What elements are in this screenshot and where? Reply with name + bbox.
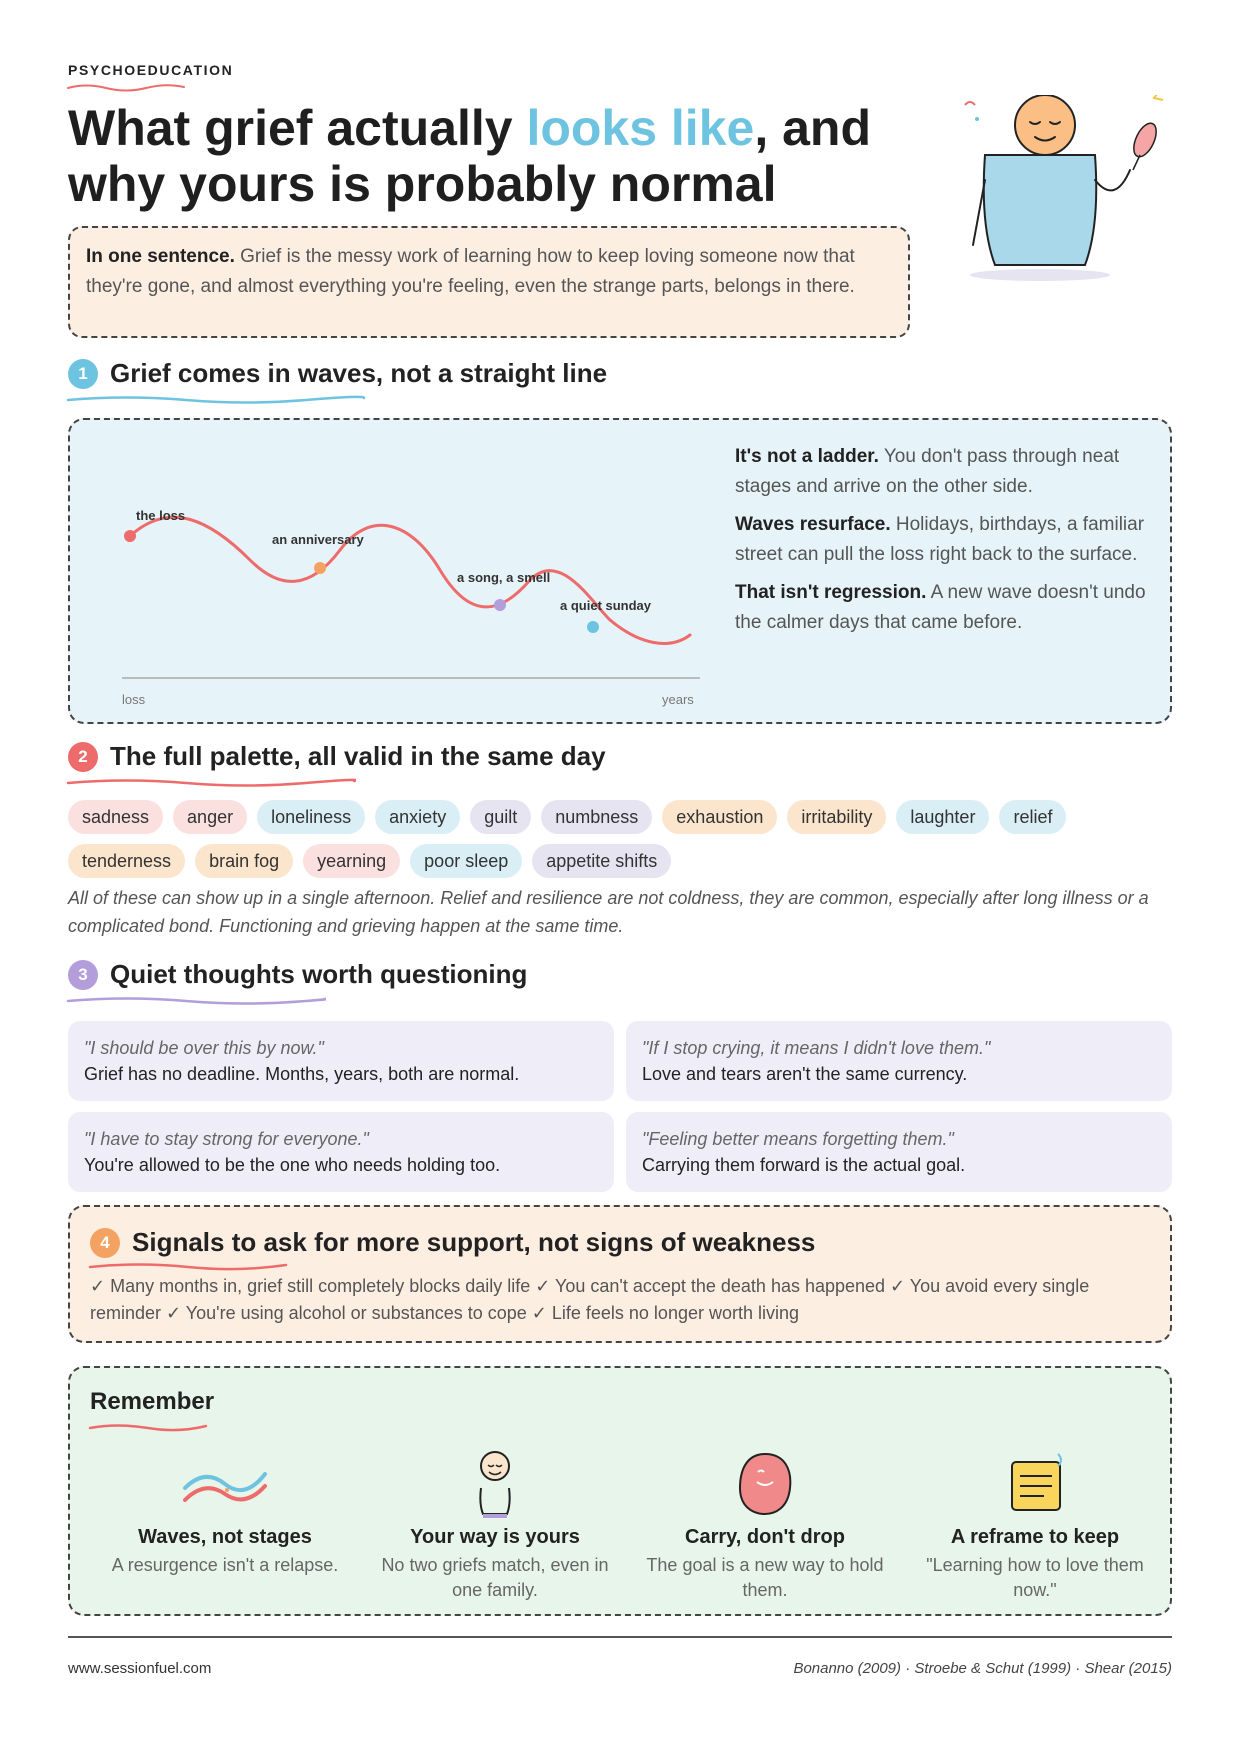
wave-point-sunday xyxy=(587,621,599,633)
remember-subtext: No two griefs match, even in one family. xyxy=(381,1555,609,1600)
person-icon xyxy=(465,1448,525,1520)
wave-axis-end: years xyxy=(662,692,694,707)
section-1-heading xyxy=(68,358,607,389)
kicker: PSYCHOEDUCATION xyxy=(68,62,234,78)
waves-point: That isn't regression. A new wave doesn't undo the calmer days that came before. xyxy=(735,582,1146,633)
section-2-underline xyxy=(66,777,356,787)
wave-label: a quiet sunday xyxy=(560,598,652,613)
remember-underline xyxy=(88,1422,208,1432)
remember-subtext: "Learning how to love them now." xyxy=(926,1555,1144,1600)
remember-heading: Your way is yours xyxy=(410,1526,580,1548)
section-number: 1 xyxy=(68,359,98,389)
emotion-chip: brain fog xyxy=(195,844,293,878)
thought-quote: "I have to stay strong for everyone." xyxy=(84,1129,369,1149)
emotion-chip: laughter xyxy=(896,800,989,834)
grief-wave-chart xyxy=(110,440,710,710)
support-signals-list: ✓ Many months in, grief still completely blocks daily life ✓ You can't accept the death has happened ✓ You avoid every single reminder ✓ You're using alcohol or substances to cope ✓ Life feels no longer worth living xyxy=(90,1276,1090,1323)
one-sentence-text: Grief is the messy work of learning how to keep loving someone now that they're gone, and almost everything you're feeling, even the strange parts, belongs in there. xyxy=(86,246,855,297)
emotion-chip: tenderness xyxy=(68,844,185,878)
emotion-chip: irritability xyxy=(787,800,886,834)
thought-answer: Carrying them forward is the actual goal. xyxy=(642,1155,966,1175)
remember-heading: Carry, don't drop xyxy=(685,1526,845,1548)
section-1-underline xyxy=(66,394,366,404)
emotion-chip: poor sleep xyxy=(410,844,522,878)
emotion-chip: anger xyxy=(173,800,247,834)
emotion-chip: loneliness xyxy=(257,800,365,834)
section-number: 4 xyxy=(90,1228,120,1258)
emotion-chip: guilt xyxy=(470,800,531,834)
thought-quote: "If I stop crying, it means I didn't love them." xyxy=(642,1038,991,1058)
waves-point: It's not a ladder. You don't pass through neat stages and arrive on the other side. xyxy=(735,446,1120,497)
footer-citations: Bonanno (2009) · Stroebe & Schut (1999) · Shear (2015) xyxy=(793,1660,1172,1677)
emotion-chip: sadness xyxy=(68,800,163,834)
remember-title: Remember xyxy=(90,1388,215,1415)
wave-label: the loss xyxy=(136,508,186,523)
section-2-heading xyxy=(68,741,606,772)
section-title: Signals to ask for more support, not signs of weakness xyxy=(132,1227,816,1257)
thought-card xyxy=(626,1112,1172,1192)
section-title: The full palette, all valid in the same day xyxy=(110,741,606,771)
remember-item xyxy=(370,1448,620,1603)
section-4-heading xyxy=(90,1227,815,1258)
emotion-chip: yearning xyxy=(303,844,400,878)
emotion-chip: numbness xyxy=(541,800,652,834)
emotion-chip: exhaustion xyxy=(662,800,777,834)
one-sentence-callout xyxy=(68,226,910,338)
thought-quote: "Feeling better means forgetting them." xyxy=(642,1129,954,1149)
waves-explanation xyxy=(735,442,1155,646)
one-sentence-label: In one sentence. xyxy=(86,246,235,267)
thought-answer: Grief has no deadline. Months, years, both are normal. xyxy=(84,1064,520,1084)
footer-divider xyxy=(68,1636,1172,1638)
wave-label: an anniversary xyxy=(272,532,364,547)
emotion-chip: appetite shifts xyxy=(532,844,671,878)
thought-card xyxy=(68,1112,614,1192)
wave-label: a song, a smell xyxy=(457,570,551,585)
emotion-chips xyxy=(68,800,1178,878)
section-3-underline xyxy=(66,995,326,1005)
remember-subtext: A resurgence isn't a relapse. xyxy=(111,1555,339,1575)
wave-point-song xyxy=(494,599,506,611)
thought-answer: Love and tears aren't the same currency. xyxy=(642,1064,968,1084)
wave-line xyxy=(130,517,690,643)
section-title: Grief comes in waves, not a straight line xyxy=(110,358,608,388)
thought-quote: "I should be over this by now." xyxy=(84,1038,324,1058)
palette-note: All of these can show up in a single afternoon. Relief and resilience are not coldness, they are common, especially after long illness or a complicated bond. Functioning and grieving happen at the same time. xyxy=(68,888,1149,936)
waves-card xyxy=(68,418,1172,724)
wave-point-anniversary xyxy=(314,562,326,574)
section-3-heading xyxy=(68,959,527,990)
remember-heading: Waves, not stages xyxy=(138,1526,312,1548)
kicker-underline xyxy=(66,82,186,92)
section-number: 2 xyxy=(68,742,98,772)
footer-website-link[interactable]: www.sessionfuel.com xyxy=(68,1660,212,1677)
emotion-chip: relief xyxy=(999,800,1066,834)
support-signals-card xyxy=(68,1205,1172,1343)
remember-card xyxy=(68,1366,1172,1616)
hero-illustration xyxy=(955,95,1175,285)
title-accent: looks like xyxy=(526,100,755,156)
waves-point: Waves resurface. Holidays, birthdays, a familiar street can pull the loss right back to the surface. xyxy=(735,514,1145,565)
waves-icon xyxy=(175,1448,275,1520)
section-number: 3 xyxy=(68,960,98,990)
thought-card xyxy=(626,1021,1172,1101)
remember-item xyxy=(910,1448,1160,1603)
note-icon xyxy=(1000,1448,1070,1520)
remember-subtext: The goal is a new way to hold them. xyxy=(646,1555,884,1600)
thought-card xyxy=(68,1021,614,1101)
section-title: Quiet thoughts worth questioning xyxy=(110,959,528,989)
wave-point-loss xyxy=(124,530,136,542)
remember-item xyxy=(640,1448,890,1603)
emotion-chip: anxiety xyxy=(375,800,460,834)
heart-stone-icon xyxy=(730,1448,800,1520)
section-4-underline xyxy=(88,1261,288,1271)
thought-answer: You're allowed to be the one who needs holding too. xyxy=(84,1155,501,1175)
remember-heading: A reframe to keep xyxy=(950,1526,1120,1548)
page-title: What grief actually looks like, and why yours is probably normal xyxy=(68,100,872,212)
wave-axis-start: loss xyxy=(122,692,146,707)
remember-item xyxy=(100,1448,350,1578)
